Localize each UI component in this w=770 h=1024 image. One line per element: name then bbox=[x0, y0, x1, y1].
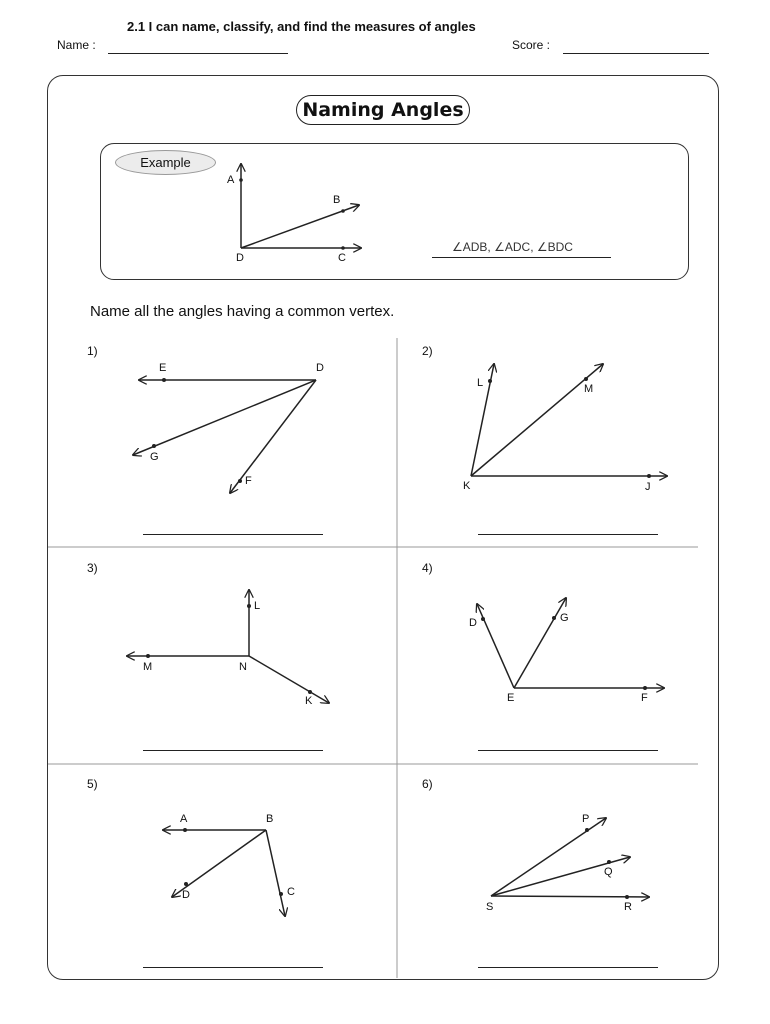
problem-number-1: 1) bbox=[87, 344, 98, 358]
p2-point-label: K bbox=[463, 480, 471, 492]
p2-point-label: M bbox=[584, 383, 594, 395]
p3-point-label: M bbox=[143, 661, 153, 673]
score-label: Score : bbox=[512, 38, 551, 52]
p1-point-label: F bbox=[245, 475, 252, 487]
example-answer: ∠ADB, ∠ADC, ∠BDC bbox=[452, 240, 573, 254]
name-label: Name : bbox=[57, 38, 96, 52]
p6-point-label: R bbox=[624, 901, 632, 913]
problem-number-2: 2) bbox=[422, 344, 433, 358]
p6-point-label: Q bbox=[604, 866, 613, 878]
p1-point-label: D bbox=[316, 362, 324, 374]
p2-point-label: J bbox=[645, 481, 651, 493]
example-point-b-label: B bbox=[333, 194, 341, 206]
p2-point-label: L bbox=[477, 377, 484, 389]
p1-point-label: G bbox=[150, 451, 159, 463]
example-point-d-label: D bbox=[236, 252, 244, 264]
problem-number-6: 6) bbox=[422, 777, 433, 791]
p4-point-label: G bbox=[560, 612, 569, 624]
problem-number-4: 4) bbox=[422, 561, 433, 575]
instruction-text: Name all the angles having a common vertex. bbox=[90, 303, 395, 320]
p1-point-label: E bbox=[159, 362, 167, 374]
p5-point-label: A bbox=[180, 813, 188, 825]
problem-number-3: 3) bbox=[87, 561, 98, 575]
p6-point-label: P bbox=[582, 813, 590, 825]
p4-point-label: D bbox=[469, 617, 477, 629]
p5-point-label: B bbox=[266, 813, 274, 825]
p5-point-label: D bbox=[182, 889, 190, 901]
worksheet-header-title: 2.1 I can name, classify, and find the measures of angles bbox=[127, 19, 476, 34]
p3-point-label: N bbox=[239, 661, 247, 673]
problem-number-5: 5) bbox=[87, 777, 98, 791]
p3-point-label: L bbox=[254, 600, 261, 612]
p4-point-label: E bbox=[507, 692, 515, 704]
example-point-c-label: C bbox=[338, 252, 346, 264]
p6-point-label: S bbox=[486, 901, 494, 913]
p5-point-label: C bbox=[287, 886, 295, 898]
p3-point-label: K bbox=[305, 695, 313, 707]
p4-point-label: F bbox=[641, 692, 648, 704]
example-tag: Example bbox=[115, 150, 216, 175]
worksheet-title: Naming Angles bbox=[296, 95, 470, 125]
example-point-a-label: A bbox=[227, 174, 235, 186]
